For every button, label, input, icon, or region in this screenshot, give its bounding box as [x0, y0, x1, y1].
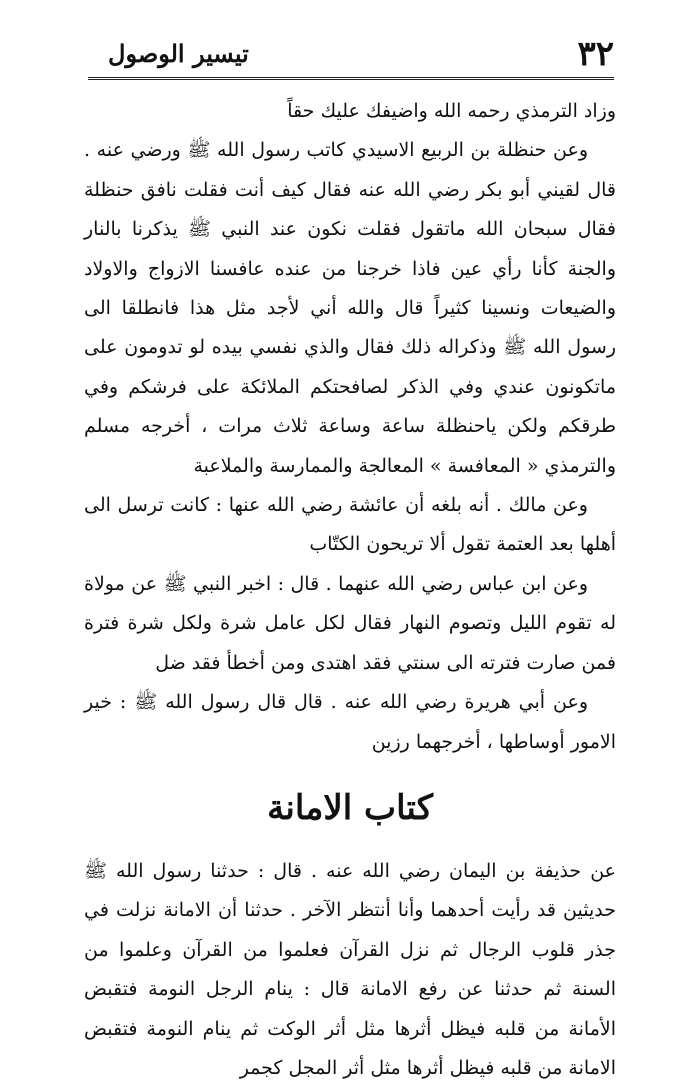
paragraph-2: وعن حنظلة بن الربيع الاسيدي كاتب رسول الله ﷺ ورضي عنه . قال لقيني أبو بكر رضي الله عنه فقال كيف أنت فقلت نافق حنظلة فقال سبحان الله ماتقول فقلت نكون عند النبي ﷺ يذكرنا بالنار والجنة كأنا رأي عين فاذا خرجنا من عنده عافسنا الازواج والاولاد والضيعات ونسينا كثيراً قال والله أني لأجد مثل هذا فانطلقا الى رسول الله ﷺ وذكراله ذلك فقال والذي نفسي بيده لو تدومون على ماتكونون عندي وفي الذكر لصافحتكم الملائكة على فرشكم وفي طرقكم ولكن ياحنظلة ساعة وساعة ثلاث مرات ، أخرجه مسلم والترمذي « المعافسة » المعالجة والممارسة والملاعبة [84, 139, 616, 477]
paragraph-3: وعن مالك . أنه بلغه أن عائشة رضي الله عنها : كانت ترسل الى أهلها بعد العتمة تقول ألا تريحون الكتّاب [84, 494, 616, 556]
paragraph-4: وعن ابن عباس رضي الله عنهما . قال : اخبر النبي ﷺ عن مولاة له تقوم الليل وتصوم النهار فقال لكل عامل شرة ولكل شرة فترة فمن صارت فترته الى سنتي فقد اهتدى ومن أخطأ فقد ضل [84, 572, 616, 674]
section-title: كتاب الامانة [267, 787, 433, 828]
paragraph-1: وزاد الترمذي رحمه الله واضيفك عليك حقاً [287, 100, 616, 122]
paragraph-5: وعن أبي هريرة رضي الله عنه . قال قال رسول الله ﷺ : خير الامور أوساطها ، أخرجهما رزين [84, 691, 616, 753]
header-rule [88, 77, 614, 80]
page-header [88, 30, 614, 80]
page-number: ٣٢ [577, 34, 614, 74]
running-title: تيسير الوصول [108, 39, 249, 68]
page-body [84, 92, 616, 1088]
section-paragraph-1: عن حذيفة بن اليمان رضي الله عنه . قال : حدثنا رسول الله ﷺ حديثين قد رأيت أحدهما وأنا أنتظر الآخر . حدثنا أن الامانة نزلت في جذر قلوب الرجال ثم نزل القرآن فعلموا من القرآن وعلموا من السنة ثم حدثنا عن رفع الامانة قال : ينام الرجل النومة فتقبض الأمانة من قلبه فيظل أثرها مثل أثر الوكت ثم ينام النومة فتقبض الامانة من قلبه فيظل أثرها مثل أثر المجل كجمر [84, 859, 616, 1079]
